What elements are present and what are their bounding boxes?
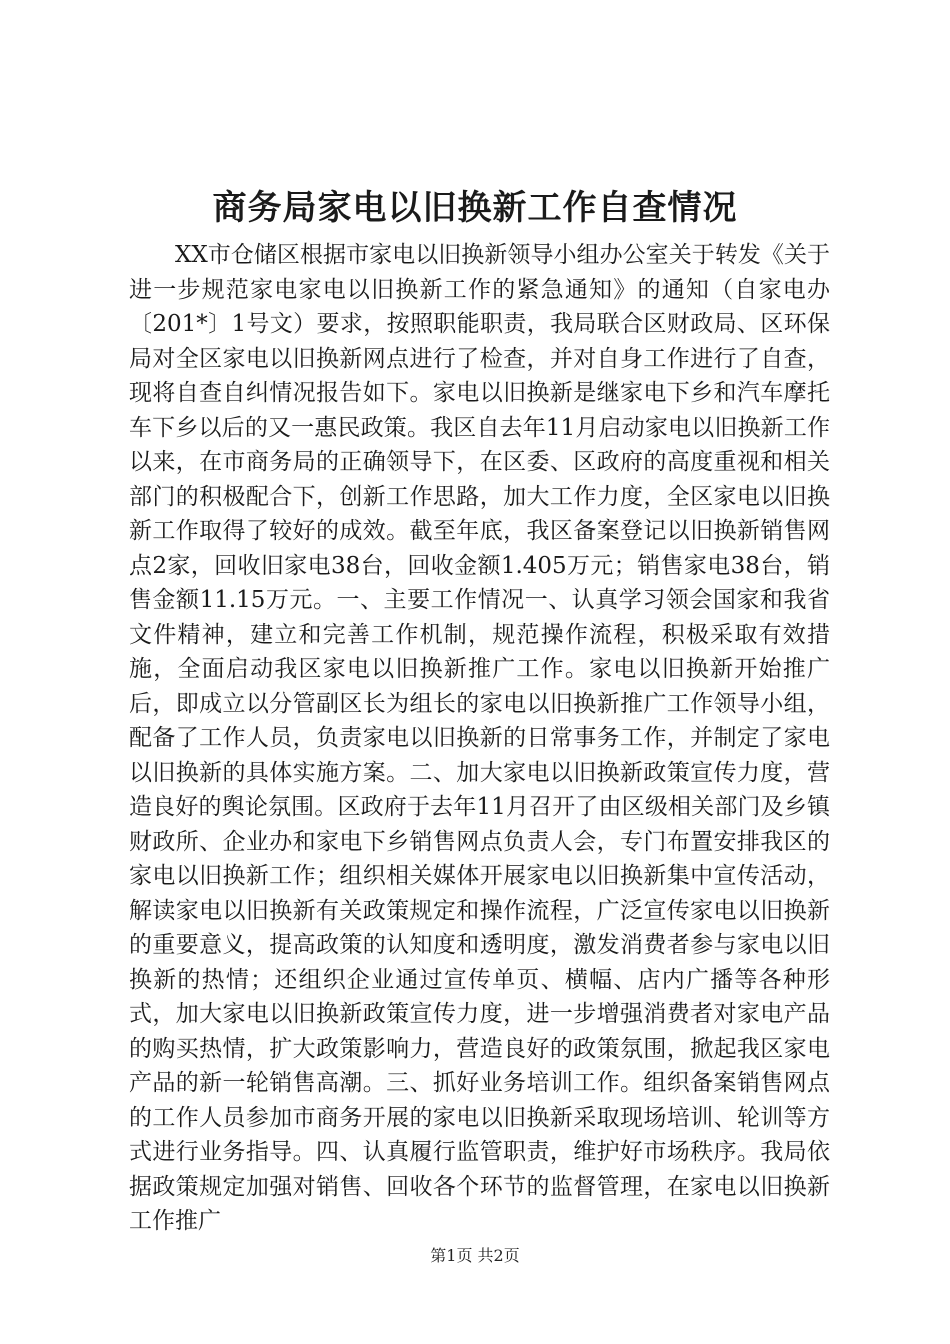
page-number-footer: 第1页 共2页 xyxy=(430,1246,520,1265)
document-title: 商务局家电以旧换新工作自查情况 xyxy=(212,188,738,228)
document-body-paragraph: XX市仓储区根据市家电以旧换新领导小组办公室关于转发《关于进一步规范家电家电以旧换新工作的紧急通知》的通知（自家电办〔201*〕1号文）要求，按照职能职责，我局联合区财政局、区环保局对全区家电以旧换新网点进行了检查，并对自身工作进行了自查，现将自查自纠情况报告如下。家电以旧换新是继家电下乡和汽车摩托车下乡以后的又一惠民政策。我区自去年11月启动家电以旧换新工作以来，在市商务局的正确领导下，在区委、区政府的高度重视和相关部门的积极配合下，创新工作思路，加大工作力度，全区家电以旧换新工作取得了较好的成效。截至年底，我区备案登记以旧换新销售网点2家，回收旧家电38台，回收金额1.405万元；销售家电38台，销售金额11.15万元。一、主要工作情况一、认真学习领会国家和我省文件精神，建立和完善工作机制，规范操作流程，积极采取有效措施，全面启动我区家电以旧换新推广工作。家电以旧换新开始推广后，即成立以分管副区长为组长的家电以旧换新推广工作领导小组，配备了工作人员，负责家电以旧换新的日常事务工作，并制定了家电以旧换新的具体实施方案。二、加大家电以旧换新政策宣传力度，营造良好的舆论氛围。区政府于去年11月召开了由区级相关部门及乡镇财政所、企业办和家电下乡销售网点负责人会，专门布置安排我区的家电以旧换新工作；组织相关媒体开展家电以旧换新集中宣传活动，解读家电以旧换新有关政策规定和操作流程，广泛宣传家电以旧换新的重要意义，提高政策的认知度和透明度，激发消费者参与家电以旧换新的热情；还组织企业通过宣传单页、横幅、店内广播等各种形式，加大家电以旧换新政策宣传力度，进一步增强消费者对家电产品的购买热情，扩大政策影响力，营造良好的政策氛围，掀起我区家电产品的新一轮销售高潮。三、抓好业务培训工作。组织备案销售网点的工作人员参加市商务开展的家电以旧换新采取现场培训、轮训等方式进行业务指导。四、认真履行监管职责，维护好市场秩序。我局依据政策规定加强对销售、回收各个环节的监督管理，在家电以旧换新工作推广 xyxy=(129,242,830,1234)
